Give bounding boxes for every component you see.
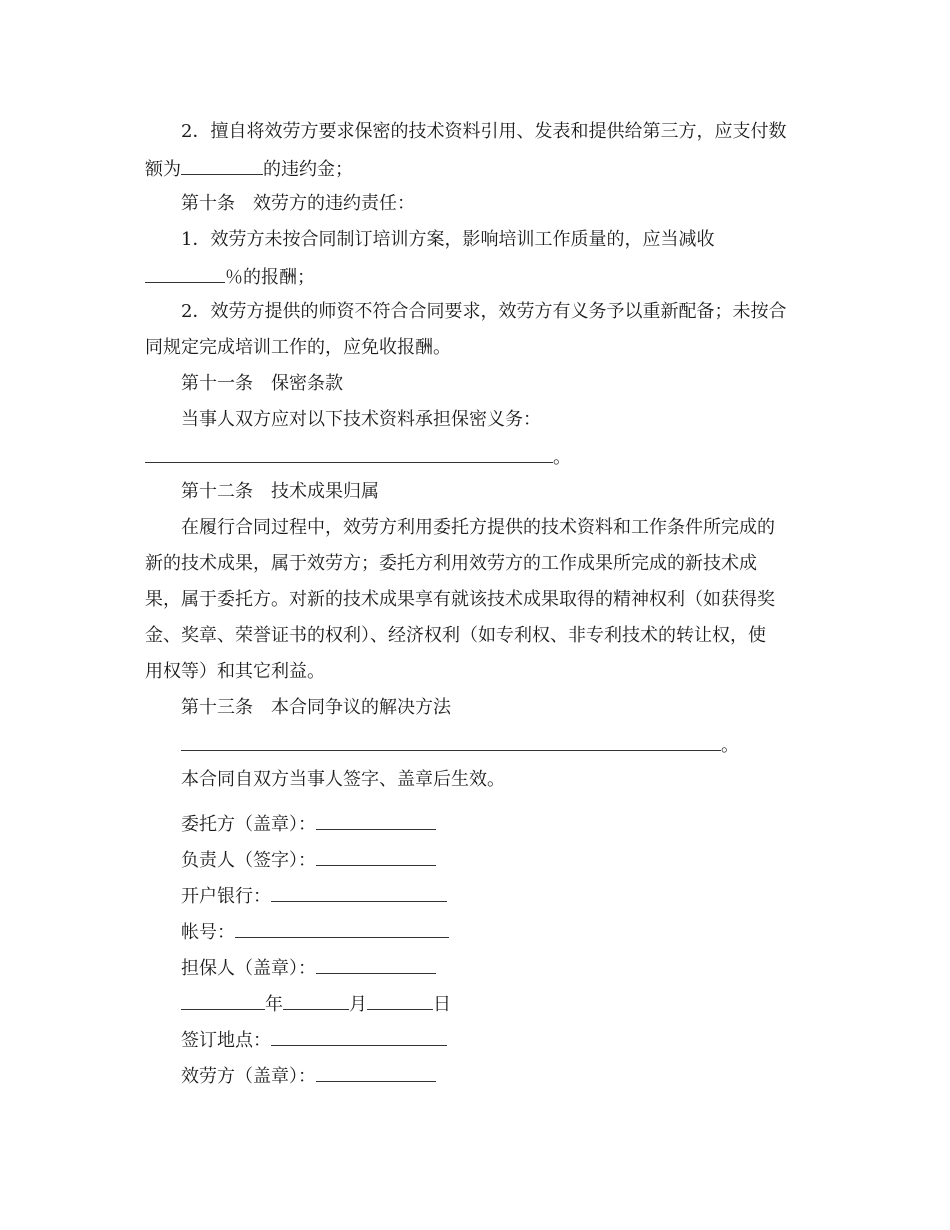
article-10-item-2-line-1: 2．效劳方提供的师资不符合合同要求，效劳方有义务予以重新配备；未按合 (181, 301, 787, 322)
article-12-line-3: 果，属于委托方。对新的技术成果享有就该技术成果取得的精神权利（如获得奖 (145, 589, 775, 610)
article-10-item-2-line-2: 同规定完成培训工作的，应免收报酬。 (145, 337, 451, 358)
article-10-heading: 第十条 效劳方的违约责任： (181, 193, 415, 214)
signing-place-field: 签订地点： (181, 1021, 846, 1057)
day-blank[interactable] (367, 985, 433, 1010)
provider-seal-blank[interactable] (316, 1057, 436, 1082)
dispute-resolution-blank[interactable] (181, 726, 721, 751)
article-12-line-4: 金、奖章、荣誉证书的权利）、经济权利（如专利权、非专利技术的转让权，使 (145, 625, 766, 646)
date-field: 年 月 日 (181, 985, 846, 1021)
article-12-line-1: 在履行合同过程中，效劳方利用委托方提供的技术资料和工作条件所完成的 (181, 517, 775, 538)
article-12-line-5: 用权等）和其它利益。 (145, 661, 325, 682)
article-10-item-1-line-1: 1．效劳方未按合同制订培训方案，影响培训工作质量的，应当减收 (181, 229, 715, 250)
month-blank[interactable] (283, 985, 349, 1010)
bank-blank[interactable] (271, 877, 447, 902)
article-13-heading: 第十三条 本合同争议的解决方法 (181, 697, 451, 718)
principal-signature-blank[interactable] (316, 841, 436, 866)
article-12-heading: 第十二条 技术成果归属 (181, 481, 379, 502)
principal-signature-field: 负责人（签字）： (181, 841, 846, 877)
guarantor-seal-blank[interactable] (316, 949, 436, 974)
dispute-resolution-line: 。 (181, 726, 810, 762)
provider-seal-field: 效劳方（盖章）： (181, 1057, 846, 1093)
client-seal-field: 委托方（盖章）： (181, 805, 846, 841)
confidential-materials-line: 。 (145, 438, 810, 474)
clause-10-item-2-line-2: 额为 的违约金； (145, 150, 810, 186)
effective-clause: 本合同自双方当事人签字、盖章后生效。 (181, 769, 505, 790)
account-field: 帐号： (181, 913, 846, 949)
year-blank[interactable] (181, 985, 265, 1010)
article-12-line-2: 新的技术成果，属于效劳方；委托方利用效劳方的工作成果所完成的新技术成 (145, 553, 757, 574)
client-seal-blank[interactable] (316, 805, 436, 830)
article-10-item-1-line-2: ％的报酬； (145, 258, 810, 294)
bank-field: 开户银行： (181, 877, 846, 913)
account-blank[interactable] (235, 913, 449, 938)
article-11-heading: 第十一条 保密条款 (181, 373, 343, 394)
clause-10-item-2-line-1: 2．擅自将效劳方要求保密的技术资料引用、发表和提供给第三方，应支付数 (181, 121, 787, 142)
reduction-percent-blank[interactable] (145, 258, 225, 283)
guarantor-seal-field: 担保人（盖章）： (181, 949, 846, 985)
signing-place-blank[interactable] (271, 1021, 447, 1046)
article-11-body: 当事人双方应对以下技术资料承担保密义务： (181, 409, 541, 430)
penalty-amount-blank[interactable] (181, 150, 263, 175)
confidential-materials-blank[interactable] (145, 438, 553, 463)
